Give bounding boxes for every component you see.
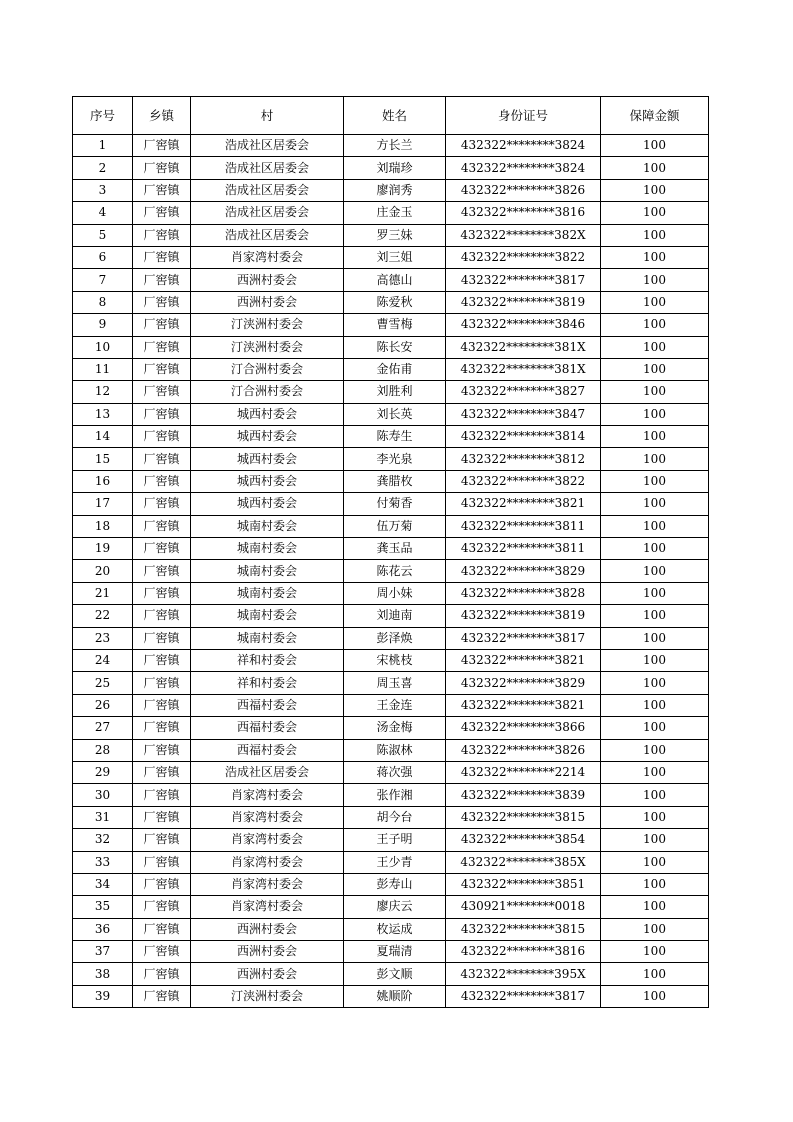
cell-name: 庄金玉 <box>344 202 446 224</box>
table-row <box>73 829 709 851</box>
cell-township: 厂窖镇 <box>133 985 191 1007</box>
cell-village: 西洲村委会 <box>191 269 344 291</box>
cell-name: 王少青 <box>344 851 446 873</box>
cell-id-number: 432322********3819 <box>446 605 601 627</box>
cell-amount: 100 <box>601 560 709 582</box>
table-row <box>73 873 709 895</box>
cell-index: 9 <box>73 314 133 336</box>
table-row <box>73 157 709 179</box>
cell-id-number: 432322********3816 <box>446 202 601 224</box>
cell-id-number: 432322********381X <box>446 336 601 358</box>
cell-village: 浩成社区居委会 <box>191 135 344 157</box>
cell-name: 陈寿生 <box>344 426 446 448</box>
cell-township: 厂窖镇 <box>133 291 191 313</box>
cell-name: 王金连 <box>344 694 446 716</box>
cell-name: 罗三妹 <box>344 224 446 246</box>
cell-id-number: 432322********3824 <box>446 135 601 157</box>
table-row <box>73 717 709 739</box>
cell-id-number: 432322********3817 <box>446 269 601 291</box>
cell-id-number: 432322********3811 <box>446 538 601 560</box>
cell-name: 张作湘 <box>344 784 446 806</box>
cell-name: 陈长安 <box>344 336 446 358</box>
cell-index: 28 <box>73 739 133 761</box>
cell-name: 刘迪南 <box>344 605 446 627</box>
cell-amount: 100 <box>601 426 709 448</box>
cell-id-number: 432322********3846 <box>446 314 601 336</box>
cell-township: 厂窖镇 <box>133 560 191 582</box>
cell-township: 厂窖镇 <box>133 224 191 246</box>
cell-village: 祥和村委会 <box>191 649 344 671</box>
cell-id-number: 432322********3854 <box>446 829 601 851</box>
cell-index: 37 <box>73 941 133 963</box>
cell-index: 39 <box>73 985 133 1007</box>
cell-township: 厂窖镇 <box>133 246 191 268</box>
cell-village: 肖家湾村委会 <box>191 246 344 268</box>
cell-index: 26 <box>73 694 133 716</box>
cell-township: 厂窖镇 <box>133 605 191 627</box>
cell-township: 厂窖镇 <box>133 179 191 201</box>
cell-village: 城南村委会 <box>191 538 344 560</box>
cell-index: 19 <box>73 538 133 560</box>
table-row <box>73 314 709 336</box>
table-row <box>73 179 709 201</box>
cell-village: 肖家湾村委会 <box>191 873 344 895</box>
cell-village: 浩成社区居委会 <box>191 157 344 179</box>
cell-index: 20 <box>73 560 133 582</box>
table-row <box>73 896 709 918</box>
cell-name: 刘长英 <box>344 403 446 425</box>
cell-id-number: 432322********3814 <box>446 426 601 448</box>
cell-village: 西福村委会 <box>191 739 344 761</box>
cell-amount: 100 <box>601 291 709 313</box>
cell-index: 31 <box>73 806 133 828</box>
table-row <box>73 336 709 358</box>
cell-village: 肖家湾村委会 <box>191 829 344 851</box>
cell-name: 周小妹 <box>344 582 446 604</box>
cell-name: 刘三姐 <box>344 246 446 268</box>
cell-township: 厂窖镇 <box>133 941 191 963</box>
table-row <box>73 358 709 380</box>
cell-index: 34 <box>73 873 133 895</box>
cell-amount: 100 <box>601 448 709 470</box>
cell-id-number: 432322********3866 <box>446 717 601 739</box>
table-row <box>73 291 709 313</box>
cell-amount: 100 <box>601 739 709 761</box>
table-row <box>73 135 709 157</box>
cell-township: 厂窖镇 <box>133 582 191 604</box>
cell-name: 金佑甫 <box>344 358 446 380</box>
cell-id-number: 432322********3817 <box>446 985 601 1007</box>
cell-id-number: 432322********3851 <box>446 873 601 895</box>
table-row <box>73 224 709 246</box>
cell-index: 17 <box>73 493 133 515</box>
cell-name: 宋桃枝 <box>344 649 446 671</box>
cell-id-number: 432322********3815 <box>446 918 601 940</box>
cell-name: 彭文顺 <box>344 963 446 985</box>
cell-name: 方长兰 <box>344 135 446 157</box>
header-row <box>73 97 709 135</box>
document-sheet <box>72 96 709 1008</box>
cell-amount: 100 <box>601 224 709 246</box>
cell-village: 祥和村委会 <box>191 672 344 694</box>
cell-amount: 100 <box>601 269 709 291</box>
header-index: 序号 <box>73 97 133 135</box>
cell-township: 厂窖镇 <box>133 381 191 403</box>
cell-id-number: 432322********3847 <box>446 403 601 425</box>
cell-township: 厂窖镇 <box>133 448 191 470</box>
cell-village: 西洲村委会 <box>191 963 344 985</box>
cell-township: 厂窖镇 <box>133 493 191 515</box>
cell-name: 龚腊枚 <box>344 470 446 492</box>
cell-name: 枚运成 <box>344 918 446 940</box>
cell-name: 伍万菊 <box>344 515 446 537</box>
cell-id-number: 432322********3826 <box>446 739 601 761</box>
cell-village: 汀浃洲村委会 <box>191 314 344 336</box>
cell-index: 6 <box>73 246 133 268</box>
table-row <box>73 560 709 582</box>
table-row <box>73 515 709 537</box>
table-row <box>73 582 709 604</box>
cell-amount: 100 <box>601 135 709 157</box>
cell-index: 3 <box>73 179 133 201</box>
cell-index: 4 <box>73 202 133 224</box>
cell-township: 厂窖镇 <box>133 829 191 851</box>
table-row <box>73 761 709 783</box>
cell-village: 城西村委会 <box>191 448 344 470</box>
cell-village: 浩成社区居委会 <box>191 179 344 201</box>
header-name: 姓名 <box>344 97 446 135</box>
cell-township: 厂窖镇 <box>133 470 191 492</box>
cell-name: 陈淑林 <box>344 739 446 761</box>
cell-name: 蒋次强 <box>344 761 446 783</box>
cell-id-number: 432322********3839 <box>446 784 601 806</box>
cell-amount: 100 <box>601 336 709 358</box>
cell-index: 35 <box>73 896 133 918</box>
cell-township: 厂窖镇 <box>133 806 191 828</box>
cell-village: 西福村委会 <box>191 694 344 716</box>
table-row <box>73 784 709 806</box>
cell-id-number: 432322********3821 <box>446 493 601 515</box>
cell-village: 城南村委会 <box>191 605 344 627</box>
cell-amount: 100 <box>601 649 709 671</box>
cell-id-number: 432322********3822 <box>446 470 601 492</box>
cell-id-number: 432322********3828 <box>446 582 601 604</box>
cell-township: 厂窖镇 <box>133 426 191 448</box>
cell-village: 城西村委会 <box>191 493 344 515</box>
cell-id-number: 432322********3829 <box>446 560 601 582</box>
cell-village: 西洲村委会 <box>191 291 344 313</box>
cell-township: 厂窖镇 <box>133 896 191 918</box>
cell-village: 城南村委会 <box>191 627 344 649</box>
cell-amount: 100 <box>601 873 709 895</box>
cell-id-number: 432322********3824 <box>446 157 601 179</box>
cell-township: 厂窖镇 <box>133 269 191 291</box>
table-row <box>73 381 709 403</box>
header-township: 乡镇 <box>133 97 191 135</box>
cell-name: 胡今台 <box>344 806 446 828</box>
cell-name: 汤金梅 <box>344 717 446 739</box>
cell-township: 厂窖镇 <box>133 963 191 985</box>
cell-village: 汀合洲村委会 <box>191 381 344 403</box>
cell-amount: 100 <box>601 694 709 716</box>
header-village: 村 <box>191 97 344 135</box>
cell-name: 周玉喜 <box>344 672 446 694</box>
cell-id-number: 432322********382X <box>446 224 601 246</box>
table-row <box>73 202 709 224</box>
cell-index: 10 <box>73 336 133 358</box>
cell-id-number: 432322********3812 <box>446 448 601 470</box>
roster-table <box>72 96 709 1008</box>
cell-amount: 100 <box>601 538 709 560</box>
cell-amount: 100 <box>601 470 709 492</box>
table-row <box>73 806 709 828</box>
table-row <box>73 739 709 761</box>
cell-id-number: 432322********3816 <box>446 941 601 963</box>
cell-index: 8 <box>73 291 133 313</box>
cell-township: 厂窖镇 <box>133 336 191 358</box>
cell-id-number: 432322********3829 <box>446 672 601 694</box>
cell-id-number: 432322********3821 <box>446 694 601 716</box>
table-body <box>73 135 709 1008</box>
cell-id-number: 432322********395X <box>446 963 601 985</box>
cell-amount: 100 <box>601 672 709 694</box>
cell-village: 城西村委会 <box>191 426 344 448</box>
cell-index: 5 <box>73 224 133 246</box>
table-row <box>73 918 709 940</box>
table-row <box>73 605 709 627</box>
cell-township: 厂窖镇 <box>133 538 191 560</box>
cell-index: 18 <box>73 515 133 537</box>
header-amount: 保障金额 <box>601 97 709 135</box>
cell-amount: 100 <box>601 157 709 179</box>
cell-index: 7 <box>73 269 133 291</box>
cell-id-number: 432322********3817 <box>446 627 601 649</box>
cell-id-number: 432322********3819 <box>446 291 601 313</box>
cell-name: 付菊香 <box>344 493 446 515</box>
cell-village: 肖家湾村委会 <box>191 851 344 873</box>
cell-index: 33 <box>73 851 133 873</box>
cell-index: 21 <box>73 582 133 604</box>
table-row <box>73 694 709 716</box>
cell-amount: 100 <box>601 717 709 739</box>
cell-amount: 100 <box>601 806 709 828</box>
cell-amount: 100 <box>601 761 709 783</box>
cell-index: 36 <box>73 918 133 940</box>
table-row <box>73 448 709 470</box>
cell-name: 刘胜利 <box>344 381 446 403</box>
cell-amount: 100 <box>601 246 709 268</box>
cell-amount: 100 <box>601 403 709 425</box>
cell-id-number: 432322********381X <box>446 358 601 380</box>
cell-township: 厂窖镇 <box>133 918 191 940</box>
cell-name: 夏瑞清 <box>344 941 446 963</box>
cell-name: 刘瑞珍 <box>344 157 446 179</box>
cell-village: 西福村委会 <box>191 717 344 739</box>
cell-index: 12 <box>73 381 133 403</box>
cell-index: 38 <box>73 963 133 985</box>
table-row <box>73 538 709 560</box>
cell-township: 厂窖镇 <box>133 135 191 157</box>
cell-village: 汀合洲村委会 <box>191 358 344 380</box>
table-row <box>73 985 709 1007</box>
cell-village: 浩成社区居委会 <box>191 224 344 246</box>
cell-amount: 100 <box>601 941 709 963</box>
cell-id-number: 432322********3821 <box>446 649 601 671</box>
cell-index: 2 <box>73 157 133 179</box>
cell-id-number: 432322********3827 <box>446 381 601 403</box>
cell-amount: 100 <box>601 784 709 806</box>
cell-township: 厂窖镇 <box>133 358 191 380</box>
cell-village: 肖家湾村委会 <box>191 784 344 806</box>
cell-township: 厂窖镇 <box>133 515 191 537</box>
cell-amount: 100 <box>601 202 709 224</box>
cell-village: 城西村委会 <box>191 470 344 492</box>
cell-index: 16 <box>73 470 133 492</box>
cell-amount: 100 <box>601 985 709 1007</box>
cell-id-number: 432322********2214 <box>446 761 601 783</box>
cell-name: 陈爱秋 <box>344 291 446 313</box>
cell-name: 廖庆云 <box>344 896 446 918</box>
cell-id-number: 432322********3811 <box>446 515 601 537</box>
cell-amount: 100 <box>601 829 709 851</box>
cell-township: 厂窖镇 <box>133 403 191 425</box>
cell-amount: 100 <box>601 605 709 627</box>
cell-amount: 100 <box>601 179 709 201</box>
cell-amount: 100 <box>601 582 709 604</box>
cell-village: 城南村委会 <box>191 582 344 604</box>
cell-index: 11 <box>73 358 133 380</box>
cell-township: 厂窖镇 <box>133 157 191 179</box>
cell-township: 厂窖镇 <box>133 694 191 716</box>
cell-index: 29 <box>73 761 133 783</box>
table-row <box>73 672 709 694</box>
cell-name: 姚顺阶 <box>344 985 446 1007</box>
cell-village: 城西村委会 <box>191 403 344 425</box>
cell-village: 汀浃洲村委会 <box>191 985 344 1007</box>
cell-township: 厂窖镇 <box>133 873 191 895</box>
cell-village: 西洲村委会 <box>191 941 344 963</box>
table-row <box>73 963 709 985</box>
cell-village: 浩成社区居委会 <box>191 761 344 783</box>
cell-village: 浩成社区居委会 <box>191 202 344 224</box>
table-row <box>73 246 709 268</box>
cell-id-number: 432322********3826 <box>446 179 601 201</box>
cell-index: 15 <box>73 448 133 470</box>
cell-amount: 100 <box>601 381 709 403</box>
cell-township: 厂窖镇 <box>133 672 191 694</box>
cell-index: 22 <box>73 605 133 627</box>
cell-amount: 100 <box>601 515 709 537</box>
cell-id-number: 432322********385X <box>446 851 601 873</box>
cell-name: 彭泽焕 <box>344 627 446 649</box>
table-row <box>73 493 709 515</box>
cell-township: 厂窖镇 <box>133 314 191 336</box>
cell-index: 13 <box>73 403 133 425</box>
cell-village: 西洲村委会 <box>191 918 344 940</box>
cell-village: 汀浃洲村委会 <box>191 336 344 358</box>
cell-amount: 100 <box>601 918 709 940</box>
table-row <box>73 649 709 671</box>
cell-name: 王子明 <box>344 829 446 851</box>
cell-index: 1 <box>73 135 133 157</box>
cell-name: 曹雪梅 <box>344 314 446 336</box>
cell-township: 厂窖镇 <box>133 739 191 761</box>
cell-township: 厂窖镇 <box>133 627 191 649</box>
cell-township: 厂窖镇 <box>133 649 191 671</box>
cell-amount: 100 <box>601 963 709 985</box>
table-row <box>73 269 709 291</box>
cell-index: 25 <box>73 672 133 694</box>
cell-id-number: 432322********3822 <box>446 246 601 268</box>
cell-index: 30 <box>73 784 133 806</box>
table-row <box>73 941 709 963</box>
table-row <box>73 426 709 448</box>
cell-name: 陈花云 <box>344 560 446 582</box>
cell-index: 24 <box>73 649 133 671</box>
cell-index: 23 <box>73 627 133 649</box>
cell-amount: 100 <box>601 358 709 380</box>
table-row <box>73 403 709 425</box>
cell-id-number: 432322********3815 <box>446 806 601 828</box>
cell-township: 厂窖镇 <box>133 851 191 873</box>
cell-amount: 100 <box>601 314 709 336</box>
cell-name: 高德山 <box>344 269 446 291</box>
cell-township: 厂窖镇 <box>133 717 191 739</box>
cell-index: 27 <box>73 717 133 739</box>
cell-township: 厂窖镇 <box>133 202 191 224</box>
table-header <box>73 97 709 135</box>
cell-village: 城南村委会 <box>191 515 344 537</box>
table-row <box>73 851 709 873</box>
cell-township: 厂窖镇 <box>133 784 191 806</box>
cell-name: 李光泉 <box>344 448 446 470</box>
cell-name: 彭寿山 <box>344 873 446 895</box>
cell-amount: 100 <box>601 493 709 515</box>
cell-name: 廖润秀 <box>344 179 446 201</box>
cell-id-number: 430921********0018 <box>446 896 601 918</box>
table-row <box>73 627 709 649</box>
cell-village: 肖家湾村委会 <box>191 806 344 828</box>
cell-village: 肖家湾村委会 <box>191 896 344 918</box>
cell-amount: 100 <box>601 896 709 918</box>
table-row <box>73 470 709 492</box>
cell-amount: 100 <box>601 851 709 873</box>
cell-amount: 100 <box>601 627 709 649</box>
cell-index: 32 <box>73 829 133 851</box>
cell-village: 城南村委会 <box>191 560 344 582</box>
cell-index: 14 <box>73 426 133 448</box>
header-id-number: 身份证号 <box>446 97 601 135</box>
cell-township: 厂窖镇 <box>133 761 191 783</box>
cell-name: 龚玉品 <box>344 538 446 560</box>
